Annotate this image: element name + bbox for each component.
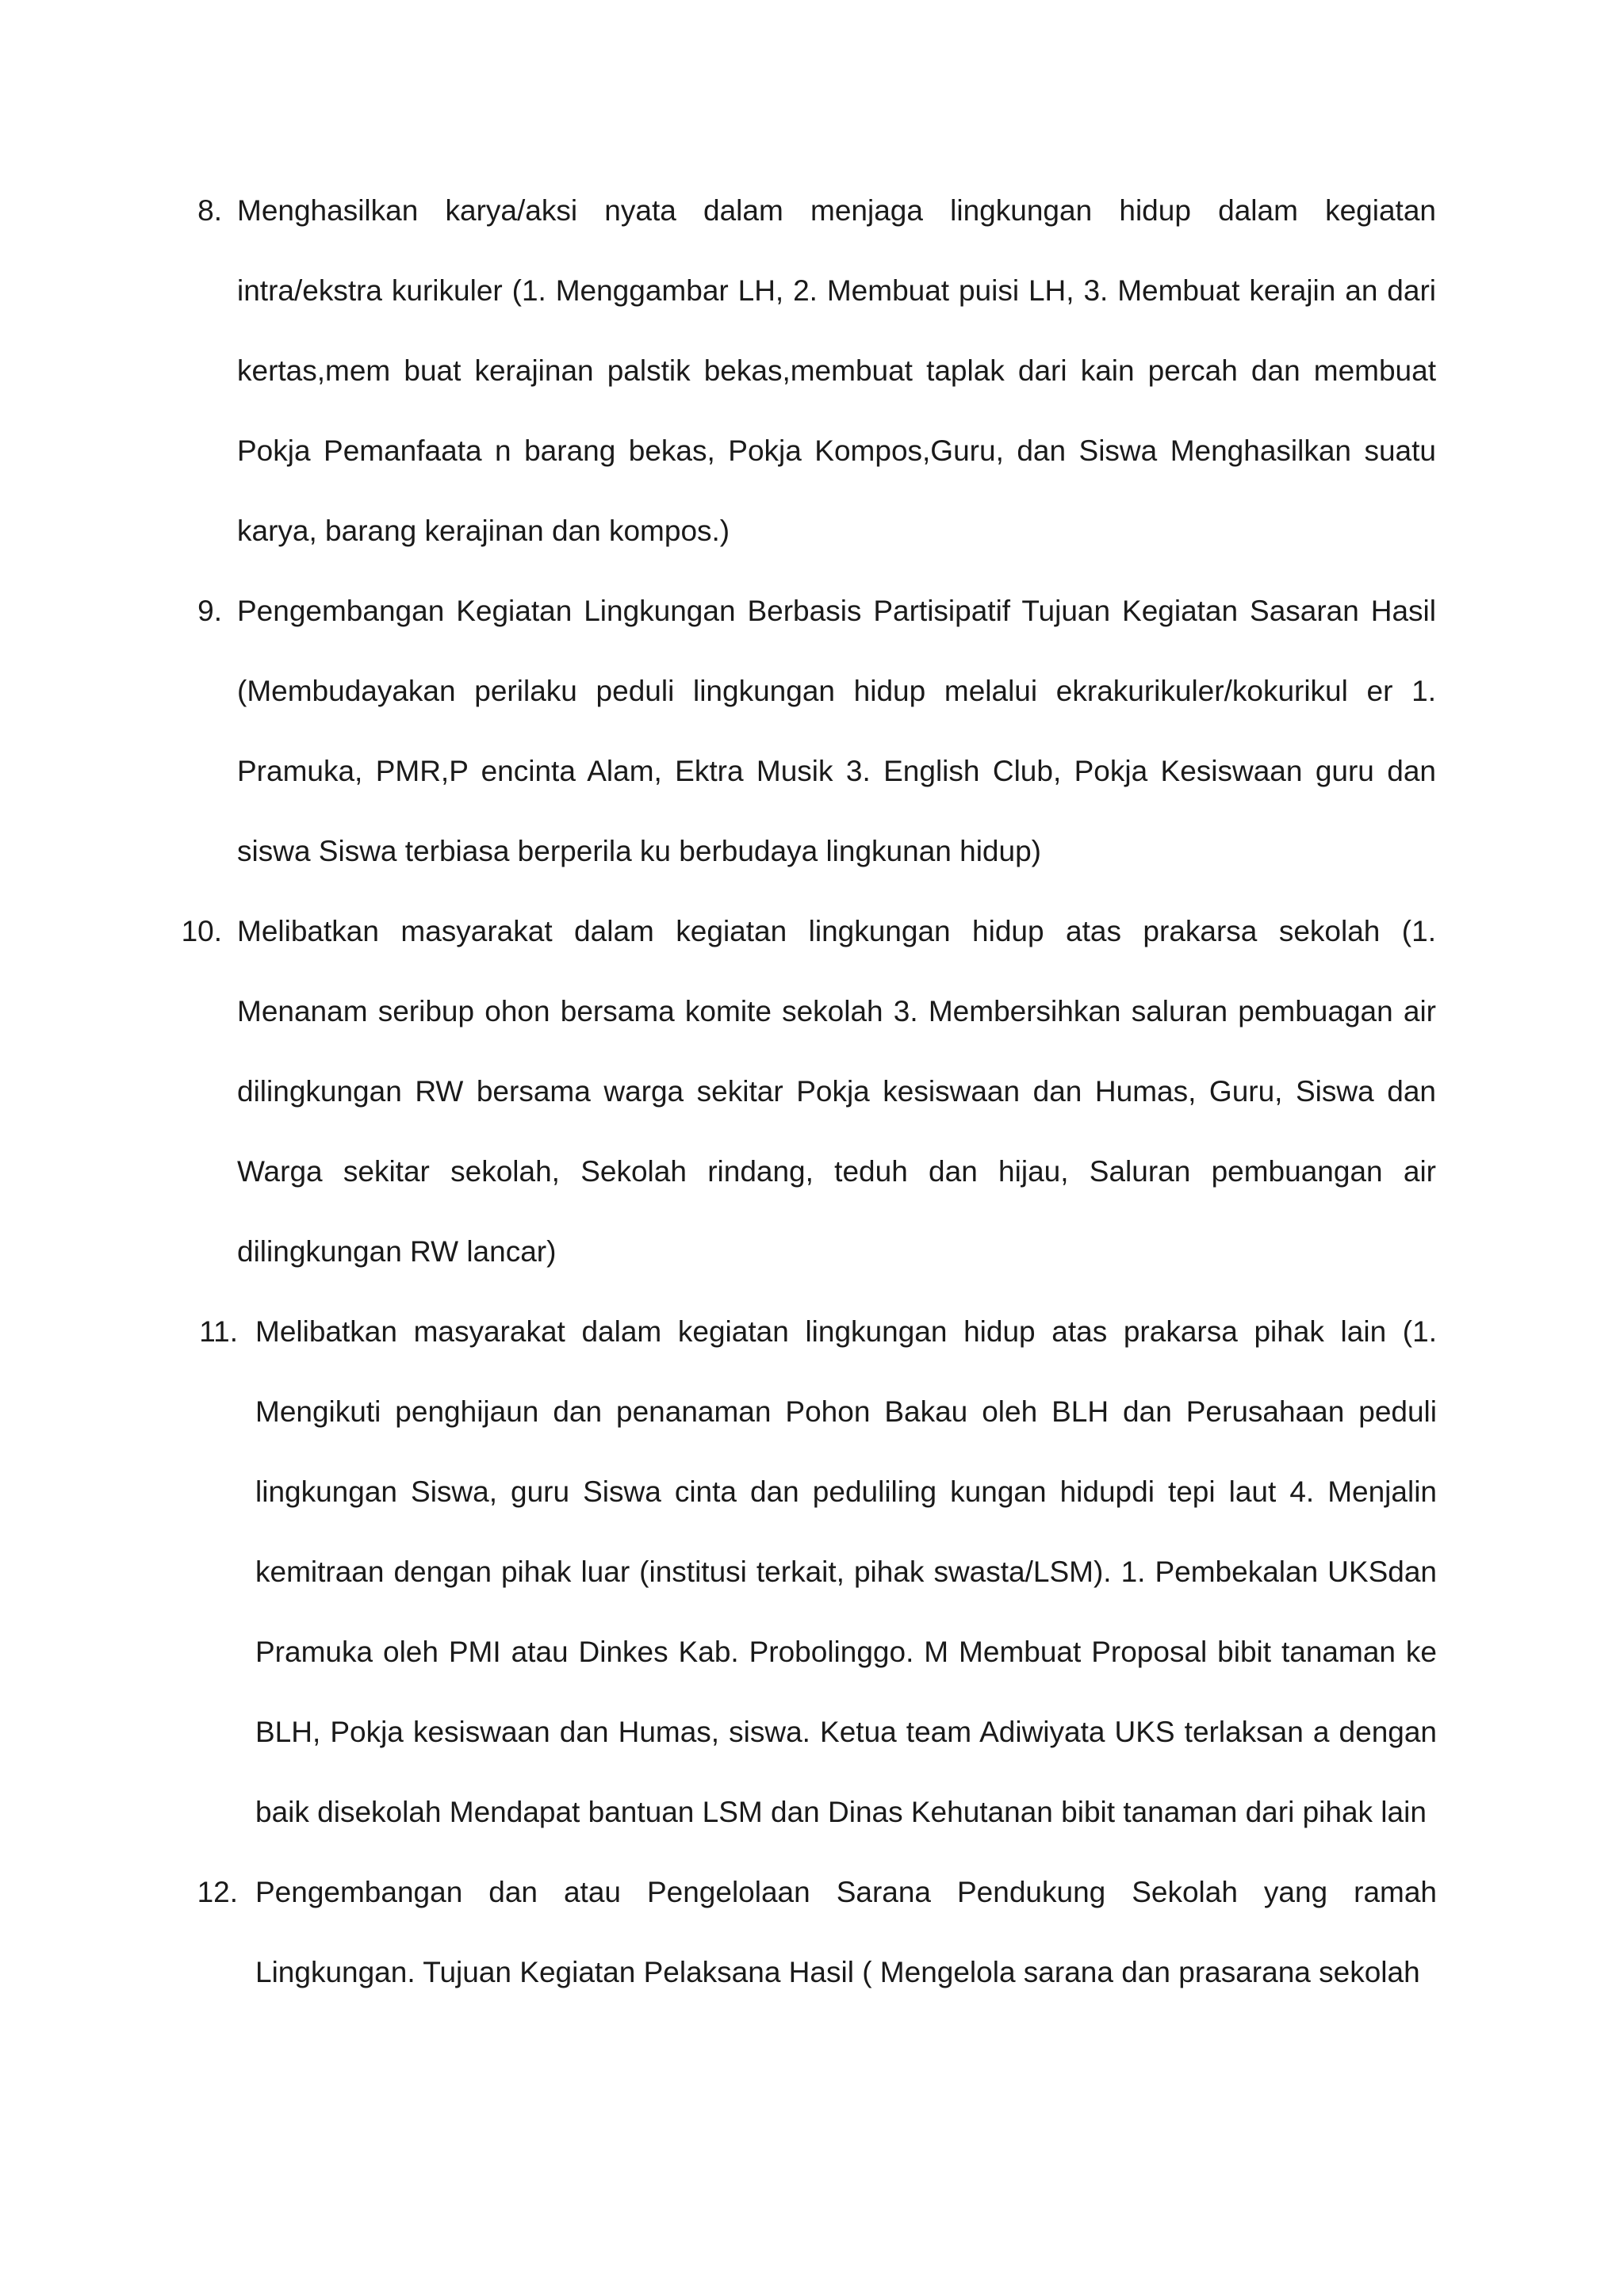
list-item-text: Melibatkan masyarakat dalam kegiatan lingkungan hidup atas prakarsa pihak lain (1. Mengikuti penghijaun dan penanaman Pohon Bakau oleh BLH dan Perusahaan peduli lingkungan Siswa, guru Siswa cinta dan peduliling kungan hidupdi tepi laut 4. Menjalin kemitraan dengan pihak luar (institusi terkait, pihak swasta/LSM). 1. Pembekalan UKSdan Pramuka oleh PMI atau Dinkes Kab. Probolinggo. M Membuat Proposal bibit tanaman ke BLH, Pokja kesiswaan dan Humas, siswa. Ketua team Adiwiyata UKS terlaksan a dengan baik disekolah Mendapat bantuan LSM dan Dinas Kehutanan bibit tanaman dari pihak lain bbox=[255, 1315, 1437, 1828]
list-item bbox=[0, 891, 1624, 1292]
list-item-text: Pengembangan Kegiatan Lingkungan Berbasis Partisipatif Tujuan Kegiatan Sasaran Hasil (Membudayakan perilaku peduli lingkungan hidup melalui ekrakurikuler/kokurikul er 1. Pramuka, PMR,P encinta Alam, Ektra Musik 3. English Club, Pokja Kesiswaan guru dan siswa Siswa terbiasa berperila ku berbudaya lingkunan hidup) bbox=[237, 595, 1436, 867]
list-item-number: 9. bbox=[197, 595, 222, 627]
list-item-text: Melibatkan masyarakat dalam kegiatan lingkungan hidup atas prakarsa sekolah (1. Menanam seribup ohon bersama komite sekolah 3. Membersihkan saluran pembuagan air dilingkungan RW bersama warga sekitar Pokja kesiswaan dan Humas, Guru, Siswa dan Warga sekitar sekolah, Sekolah rindang, teduh dan hijau, Saluran pembuangan air dilingkungan RW lancar) bbox=[237, 915, 1436, 1268]
list-item-text: Pengembangan dan atau Pengelolaan Sarana Pendukung Sekolah yang ramah Lingkungan. Tujuan Kegiatan Pelaksana Hasil ( Mengelola sarana dan prasarana sekolah bbox=[255, 1876, 1437, 1988]
list-item-number: 8. bbox=[197, 194, 222, 227]
list-item bbox=[0, 170, 1624, 571]
list-item-text: Menghasilkan karya/aksi nyata dalam menjaga lingkungan hidup dalam kegiatan intra/ekstra kurikuler (1. Menggambar LH, 2. Membuat puisi LH, 3. Membuat kerajin an dari kertas,mem buat kerajinan palstik bekas,membuat taplak dari kain percah dan membuat Pokja Pemanfaata n barang bekas, Pokja Kompos,Guru, dan Siswa Menghasilkan suatu karya, barang kerajinan dan kompos.) bbox=[237, 194, 1436, 547]
list-item bbox=[0, 1292, 1624, 1852]
list-item-number: 11. bbox=[199, 1315, 238, 1348]
list-item-number: 10. bbox=[181, 915, 222, 947]
list-item bbox=[0, 571, 1624, 891]
list-item-number: 12. bbox=[197, 1876, 238, 1908]
list-item bbox=[0, 1852, 1624, 2012]
numbered-list bbox=[0, 170, 1624, 2012]
